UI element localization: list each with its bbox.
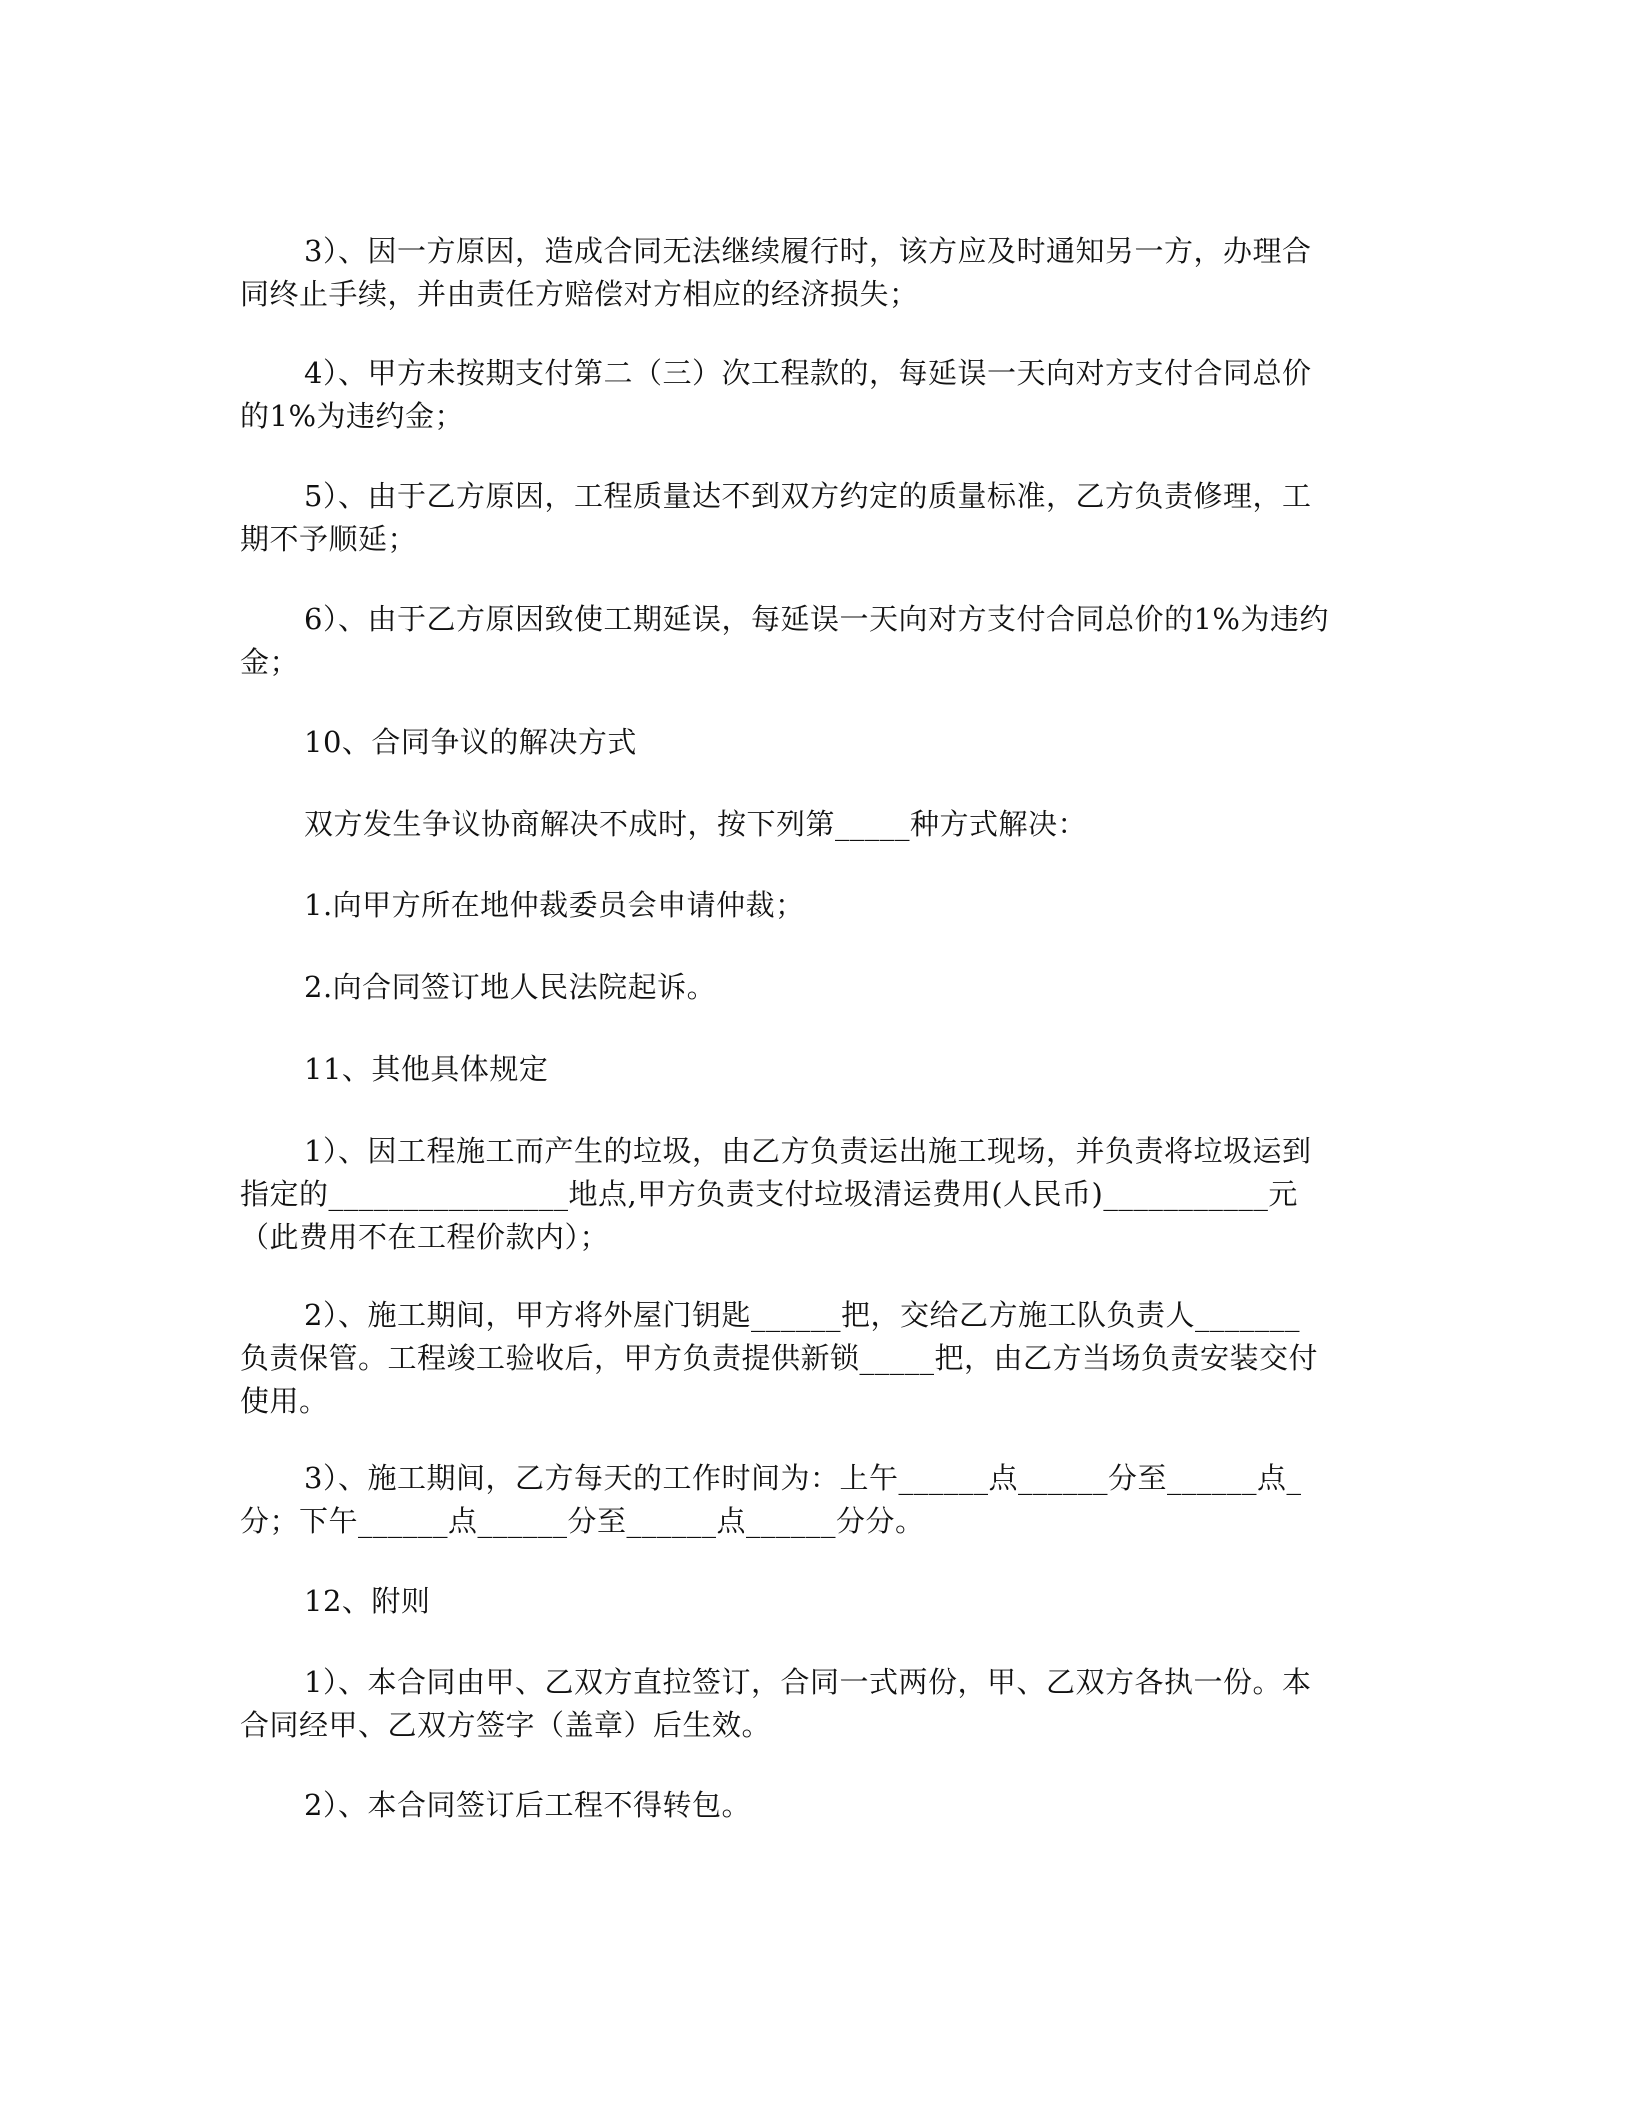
section-heading-10 <box>240 721 1380 764</box>
text-line: 5）、由于乙方原因，工程质量达不到双方约定的质量标准，乙方负责修理，工 <box>304 479 1312 513</box>
text-line: 10、合同争议的解决方式 <box>304 725 637 759</box>
text-line: 3）、施工期间，乙方每天的工作时间为：上午______点______分至______点_ <box>304 1461 1302 1495</box>
text-line: 11、其他具体规定 <box>304 1052 549 1086</box>
text-line: 2.向合同签订地人民法院起诉。 <box>304 970 717 1004</box>
text-line: 金； <box>240 645 300 679</box>
paragraph-penalty-3 <box>240 230 1380 316</box>
paragraph-penalty-4 <box>240 352 1380 438</box>
paragraph-annex-1 <box>240 1661 1380 1747</box>
text-line: 双方发生争议协商解决不成时，按下列第_____种方式解决： <box>304 807 1088 841</box>
text-line: 1）、本合同由甲、乙双方直拉签订，合同一式两份，甲、乙双方各执一份。本 <box>304 1665 1312 1699</box>
text-line: 期不予顺延； <box>240 522 418 556</box>
paragraph-option-2 <box>240 966 1380 1009</box>
text-line: 指定的________________地点,甲方负责支付垃圾清运费用(人民币)___________元 <box>240 1177 1298 1211</box>
text-line: 同终止手续，并由责任方赔偿对方相应的经济损失； <box>240 277 919 311</box>
paragraph-annex-2 <box>240 1784 1380 1827</box>
text-line: 使用。 <box>240 1384 329 1418</box>
text-line: 3）、因一方原因，造成合同无法继续履行时，该方应及时通知另一方，办理合 <box>304 234 1312 268</box>
paragraph-option-1 <box>240 884 1380 927</box>
paragraph-rule-3 <box>240 1457 1380 1543</box>
text-line: （此费用不在工程价款内）； <box>240 1220 610 1254</box>
paragraph-dispute <box>240 803 1380 846</box>
section-heading-11 <box>240 1048 1380 1091</box>
text-line: 1.向甲方所在地仲裁委员会申请仲裁； <box>304 888 805 922</box>
text-line: 2）、本合同签订后工程不得转包。 <box>304 1788 751 1822</box>
text-line: 6）、由于乙方原因致使工期延误，每延误一天向对方支付合同总价的1%为违约 <box>304 602 1329 636</box>
text-line: 1）、因工程施工而产生的垃圾，由乙方负责运出施工现场，并负责将垃圾运到 <box>304 1134 1312 1168</box>
paragraph-rule-1 <box>240 1130 1380 1259</box>
text-line: 分；下午______点______分至______点______分分。 <box>240 1504 925 1538</box>
text-line: 4）、甲方未按期支付第二（三）次工程款的，每延误一天向对方支付合同总价 <box>304 356 1312 390</box>
section-heading-12 <box>240 1580 1380 1623</box>
document-page <box>240 0 1380 2112</box>
text-line: 负责保管。工程竣工验收后，甲方负责提供新锁_____把，由乙方当场负责安装交付 <box>240 1341 1319 1375</box>
text-line: 的1%为违约金； <box>240 399 465 433</box>
paragraph-penalty-6 <box>240 598 1380 684</box>
paragraph-rule-2 <box>240 1294 1380 1423</box>
text-line: 12、附则 <box>304 1584 431 1618</box>
paragraph-penalty-5 <box>240 475 1380 561</box>
text-line: 2）、施工期间，甲方将外屋门钥匙______把，交给乙方施工队负责人_______ <box>304 1298 1300 1332</box>
text-line: 合同经甲、乙双方签字（盖章）后生效。 <box>240 1708 772 1742</box>
